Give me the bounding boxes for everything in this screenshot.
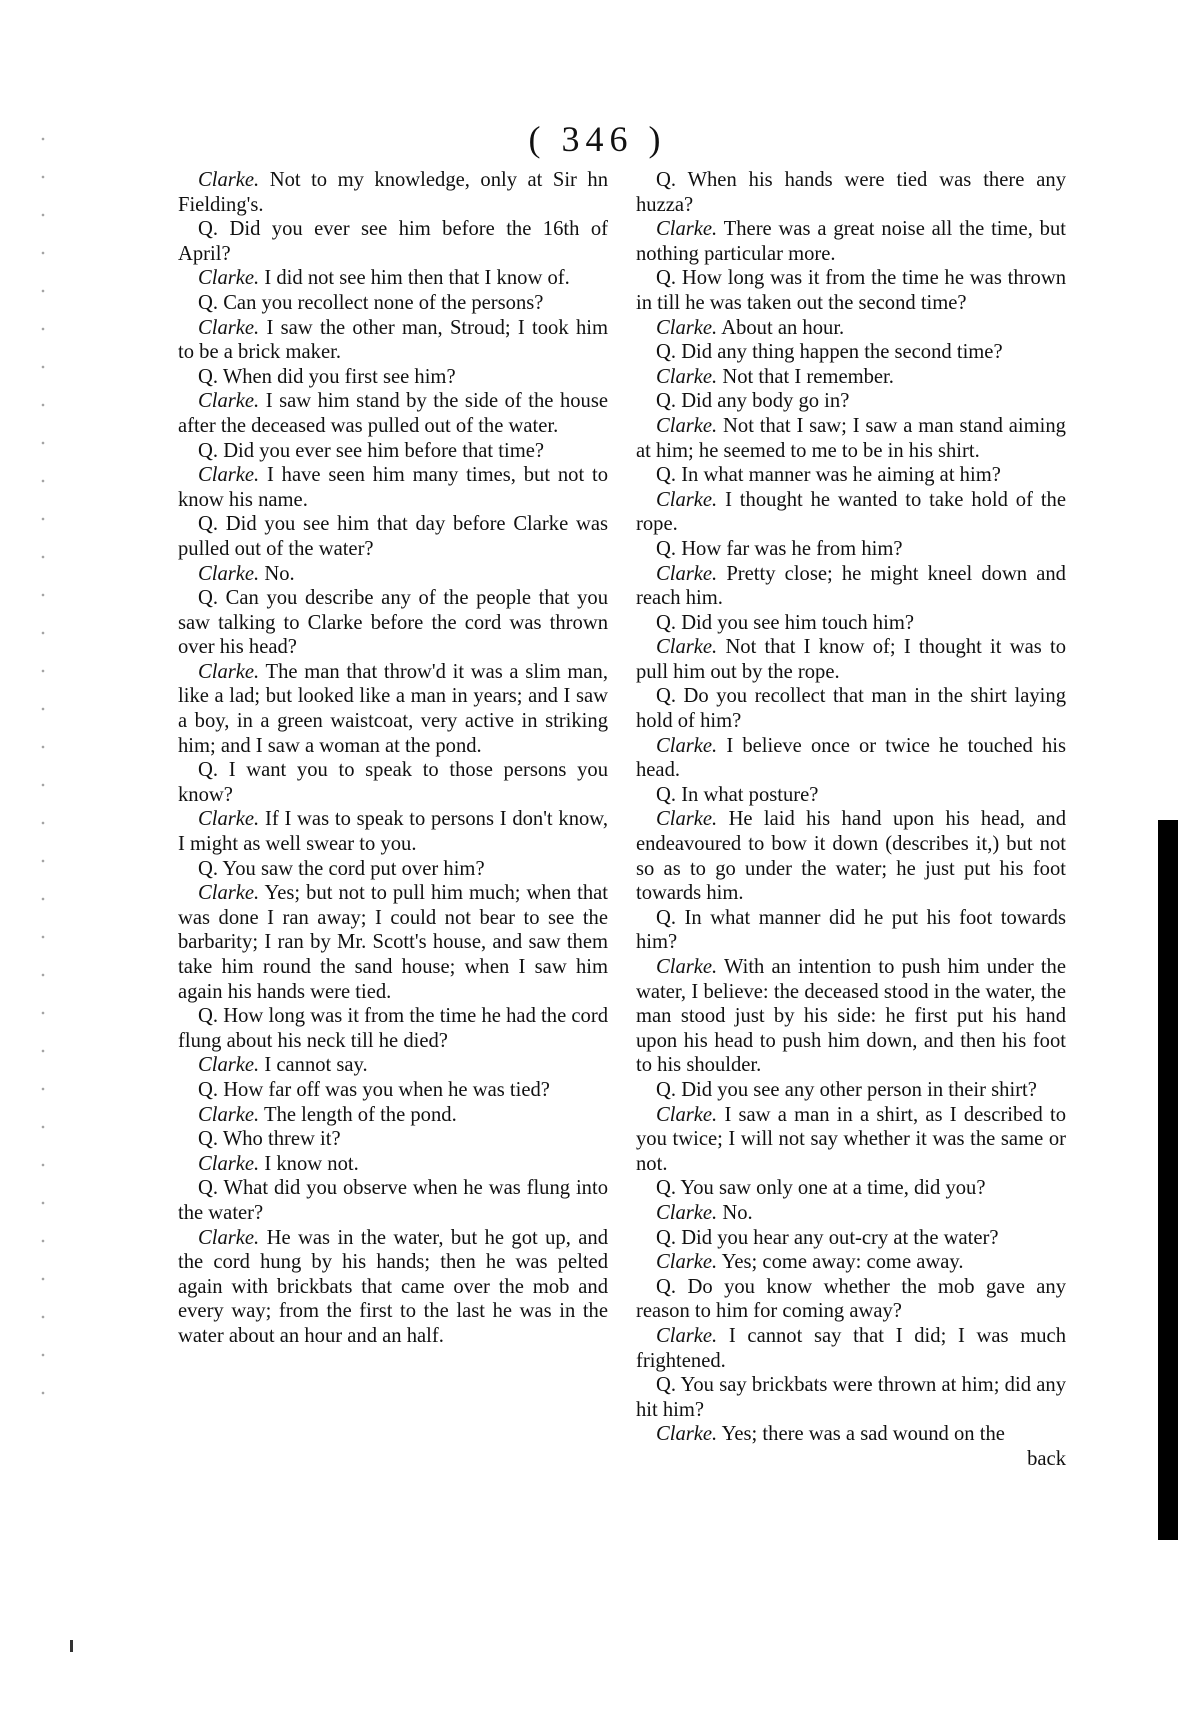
speaker-question: Q. xyxy=(198,759,219,782)
testimony-text: I cannot say. xyxy=(264,1054,368,1077)
speaker-clarke: Clarke. xyxy=(656,488,718,511)
speaker-question: Q. xyxy=(656,685,677,708)
speaker-clarke: Clarke. xyxy=(198,390,260,413)
speaker-question: Q. xyxy=(656,464,677,487)
page-number: ( 346 ) xyxy=(528,119,667,159)
testimony-paragraph xyxy=(636,734,1066,783)
testimony-text: I want you to speak to those persons you know? xyxy=(178,759,608,806)
speaker-clarke: Clarke. xyxy=(656,734,718,757)
testimony-paragraph xyxy=(636,365,1066,390)
speaker-question: Q. xyxy=(198,587,219,610)
testimony-paragraph xyxy=(636,1324,1066,1373)
testimony-text: How long was it from the time he had the cord flung about his neck till he died? xyxy=(178,1005,608,1052)
testimony-paragraph xyxy=(178,1226,608,1349)
speaker-question: Q. xyxy=(656,1374,677,1397)
speaker-question: Q. xyxy=(198,1128,219,1151)
testimony-text: Do you know whether the mob gave any reason to him for coming away? xyxy=(636,1275,1066,1323)
testimony-text: Not that I know of; I thought it was to pull him out by the rope. xyxy=(636,636,1066,683)
speaker-clarke: Clarke. xyxy=(198,1152,260,1175)
testimony-paragraph xyxy=(636,414,1066,463)
speaker-question: Q. xyxy=(198,513,219,536)
speaker-clarke: Clarke. xyxy=(198,1103,260,1126)
testimony-text: How long was it from the time he was thrown in till he was taken out the second time? xyxy=(636,267,1066,314)
testimony-text: Not to my knowledge, only at Sir hn Fielding's. xyxy=(178,169,608,216)
testimony-text: Did you hear any out-cry at the water? xyxy=(681,1226,999,1249)
testimony-text: You saw only one at a time, did you? xyxy=(680,1177,986,1200)
testimony-paragraph xyxy=(636,1275,1066,1324)
testimony-text: With an intention to push him under the water, I believe: the deceased stood in the water, the man stood just by his side: he first put his hand upon his head to push him down, and then his foot to his shoulder. xyxy=(636,956,1066,1077)
testimony-text: Can you recollect none of the persons? xyxy=(223,291,544,314)
testimony-paragraph xyxy=(636,340,1066,365)
testimony-paragraph xyxy=(178,758,608,807)
testimony-text: Did you ever see him before the 16th of April? xyxy=(178,218,608,265)
speaker-clarke: Clarke. xyxy=(656,956,718,978)
testimony-paragraph xyxy=(636,217,1066,266)
speaker-question: Q. xyxy=(656,390,677,413)
speaker-clarke: Clarke. xyxy=(656,1201,718,1224)
testimony-text: Did you ever see him before that time? xyxy=(223,439,544,462)
speaker-question: Q. xyxy=(656,1226,677,1249)
testimony-text: There was a great noise all the time, but nothing particular more. xyxy=(636,218,1066,265)
testimony-paragraph xyxy=(636,389,1066,414)
testimony-text: No. xyxy=(722,1201,753,1224)
testimony-paragraph xyxy=(178,660,608,758)
speaker-clarke: Clarke. xyxy=(198,882,260,905)
testimony-paragraph xyxy=(636,562,1066,611)
testimony-text: Yes; there was a sad wound on the xyxy=(721,1423,1005,1446)
speaker-clarke: Clarke. xyxy=(198,169,260,191)
testimony-text: Did any thing happen the second time? xyxy=(681,341,1003,364)
right-column xyxy=(636,168,1066,1471)
speaker-clarke: Clarke. xyxy=(656,1251,718,1274)
testimony-paragraph xyxy=(178,291,608,316)
testimony-paragraph xyxy=(636,1078,1066,1103)
speaker-clarke: Clarke. xyxy=(198,808,260,831)
testimony-text: He laid his hand upon his head, and endeavoured to bow it down (describes it,) but not so as to go under the water; he just put his foot towards him. xyxy=(636,808,1066,905)
testimony-paragraph xyxy=(636,316,1066,341)
testimony-paragraph xyxy=(178,1053,608,1078)
testimony-text: I know not. xyxy=(264,1152,359,1175)
testimony-text: What did you observe when he was flung into the water? xyxy=(178,1177,608,1224)
speaker-question: Q. xyxy=(656,783,677,806)
testimony-paragraph xyxy=(636,1226,1066,1251)
testimony-text: Do you recollect that man in the shirt laying hold of him? xyxy=(636,685,1066,733)
testimony-paragraph xyxy=(636,1176,1066,1201)
speaker-question: Q. xyxy=(198,1177,219,1200)
testimony-paragraph xyxy=(178,1004,608,1053)
testimony-paragraph xyxy=(178,1176,608,1225)
testimony-paragraph xyxy=(636,611,1066,636)
testimony-paragraph xyxy=(178,1103,608,1128)
testimony-text: When his hands were tied was there any huzza? xyxy=(636,169,1066,216)
testimony-paragraph xyxy=(636,1201,1066,1226)
speaker-question: Q. xyxy=(198,365,219,388)
speaker-clarke: Clarke. xyxy=(198,464,260,487)
testimony-paragraph xyxy=(178,217,608,266)
speaker-clarke: Clarke. xyxy=(198,316,260,339)
testimony-paragraph xyxy=(636,488,1066,537)
testimony-text: I cannot say that I did; I was much frightened. xyxy=(636,1324,1066,1372)
speaker-question: Q. xyxy=(198,1078,219,1101)
testimony-text: Pretty close; he might kneel down and reach him. xyxy=(636,562,1066,610)
testimony-text: How far off was you when he was tied? xyxy=(223,1078,550,1101)
testimony-paragraph xyxy=(636,684,1066,733)
testimony-text: Did any body go in? xyxy=(681,390,850,413)
testimony-text: Yes; but not to pull him much; when that was done I ran away; I could not bear to see the barbarity; I ran by Mr. Scott's house, and saw them take him round the sand house; when I saw him again his hands were tied. xyxy=(178,882,608,1003)
testimony-text: I saw him stand by the side of the house after the deceased was pulled out of the water. xyxy=(178,390,608,437)
speaker-question: Q. xyxy=(656,906,677,929)
testimony-paragraph xyxy=(178,439,608,464)
testimony-paragraph xyxy=(178,807,608,856)
speaker-clarke: Clarke. xyxy=(656,808,718,831)
testimony-text: No. xyxy=(264,562,295,585)
testimony-text: The man that throw'd it was a slim man, like a lad; but looked like a man in years; and I saw a boy, in a green waistcoat, very active in striking him; and I saw a woman at the pond. xyxy=(178,660,608,757)
speaker-question: Q. xyxy=(656,169,677,191)
catchword: back xyxy=(1027,1447,1066,1470)
testimony-text: Yes; come away: come away. xyxy=(721,1251,964,1274)
testimony-paragraph xyxy=(178,512,608,561)
testimony-paragraph xyxy=(636,807,1066,905)
speaker-question: Q. xyxy=(656,1177,677,1200)
speaker-question: Q. xyxy=(656,1078,677,1101)
testimony-text: Did you see him that day before Clarke was pulled out of the water? xyxy=(178,513,608,560)
testimony-paragraph xyxy=(178,586,608,660)
testimony-paragraph xyxy=(636,168,1066,217)
speaker-question: Q. xyxy=(656,1275,677,1298)
speaker-question: Q. xyxy=(198,291,219,314)
testimony-paragraph xyxy=(178,1127,608,1152)
testimony-paragraph xyxy=(636,1103,1066,1177)
speaker-question: Q. xyxy=(198,439,219,462)
testimony-paragraph xyxy=(636,906,1066,955)
testimony-text: When did you first see him? xyxy=(222,365,456,388)
testimony-text: Not that I remember. xyxy=(722,365,894,388)
testimony-paragraph xyxy=(178,168,608,217)
testimony-text: I saw the other man, Stroud; I took him to be a brick maker. xyxy=(178,316,608,364)
testimony-paragraph xyxy=(178,463,608,512)
testimony-text: I saw a man in a shirt, as I described to you twice; I will not say whether it was the same or not. xyxy=(636,1103,1066,1175)
speaker-clarke: Clarke. xyxy=(656,316,718,339)
speaker-clarke: Clarke. xyxy=(656,562,718,585)
testimony-paragraph xyxy=(636,955,1066,1078)
testimony-paragraph xyxy=(178,1152,608,1177)
testimony-text: Can you describe any of the people that you saw talking to Clarke before the cord was thrown over his head? xyxy=(178,587,608,659)
speaker-question: Q. xyxy=(656,341,677,364)
testimony-paragraph xyxy=(178,881,608,1004)
testimony-paragraph xyxy=(636,635,1066,684)
testimony-paragraph xyxy=(178,562,608,587)
testimony-paragraph xyxy=(636,1373,1066,1422)
speaker-clarke: Clarke. xyxy=(198,1226,260,1249)
testimony-text: In what manner was he aiming at him? xyxy=(681,464,1001,487)
testimony-text: He was in the water, but he got up, and the cord hung by his hands; then he was pelted again with brickbats that came over the mob and every way; from the first to the last he was in the water about an hour and an half. xyxy=(178,1226,608,1347)
testimony-paragraph xyxy=(178,316,608,365)
scan-mark xyxy=(70,1640,73,1652)
speaker-question: Q. xyxy=(198,857,219,880)
testimony-paragraph xyxy=(636,1250,1066,1275)
speaker-clarke: Clarke. xyxy=(656,365,718,388)
testimony-paragraph xyxy=(178,266,608,291)
testimony-paragraph xyxy=(636,463,1066,488)
testimony-paragraph xyxy=(636,783,1066,808)
testimony-paragraph xyxy=(636,266,1066,315)
testimony-paragraph xyxy=(178,1078,608,1103)
testimony-paragraph xyxy=(178,389,608,438)
speaker-clarke: Clarke. xyxy=(656,414,718,437)
speaker-question: Q. xyxy=(198,1005,219,1028)
speaker-question: Q. xyxy=(656,267,677,290)
speaker-clarke: Clarke. xyxy=(656,1423,718,1446)
speaker-question: Q. xyxy=(656,537,677,560)
speaker-clarke: Clarke. xyxy=(198,562,260,585)
speaker-clarke: Clarke. xyxy=(656,636,718,659)
speaker-clarke: Clarke. xyxy=(198,267,260,290)
testimony-text: About an hour. xyxy=(721,316,845,339)
testimony-text: You saw the cord put over him? xyxy=(222,857,485,880)
testimony-text: I have seen him many times, but not to know his name. xyxy=(178,464,608,511)
testimony-text: Did you see him touch him? xyxy=(681,611,914,634)
testimony-paragraph xyxy=(636,1422,1066,1447)
speaker-clarke: Clarke. xyxy=(656,1103,718,1126)
speaker-clarke: Clarke. xyxy=(198,660,260,683)
scan-edge-bar xyxy=(1158,820,1178,1540)
speaker-clarke: Clarke. xyxy=(198,1054,260,1077)
testimony-text: Who threw it? xyxy=(222,1128,341,1151)
testimony-text: The length of the pond. xyxy=(263,1103,457,1126)
testimony-text: In what manner did he put his foot towards him? xyxy=(636,906,1066,954)
speaker-clarke: Clarke. xyxy=(656,1324,718,1347)
testimony-text: How far was he from him? xyxy=(681,537,903,560)
left-column xyxy=(178,168,608,1349)
testimony-text: Not that I saw; I saw a man stand aiming at him; he seemed to me to be in his shirt. xyxy=(636,414,1066,462)
speaker-clarke: Clarke. xyxy=(656,218,718,241)
speaker-question: Q. xyxy=(198,218,219,241)
speaker-question: Q. xyxy=(656,611,677,634)
testimony-paragraph xyxy=(178,365,608,390)
testimony-text: I did not see him then that I know of. xyxy=(264,267,570,290)
testimony-text: Did you see any other person in their shirt? xyxy=(681,1078,1037,1101)
scan-margin-specks xyxy=(36,120,50,1420)
testimony-paragraph xyxy=(178,857,608,882)
testimony-paragraph xyxy=(636,537,1066,562)
testimony-text: I thought he wanted to take hold of the rope. xyxy=(636,488,1066,536)
testimony-text: In what posture? xyxy=(681,783,819,806)
testimony-text: You say brickbats were thrown at him; did any hit him? xyxy=(636,1374,1066,1421)
testimony-text: If I was to speak to persons I don't know, I might as well swear to you. xyxy=(178,808,608,856)
testimony-text: I believe once or twice he touched his head. xyxy=(636,734,1066,782)
